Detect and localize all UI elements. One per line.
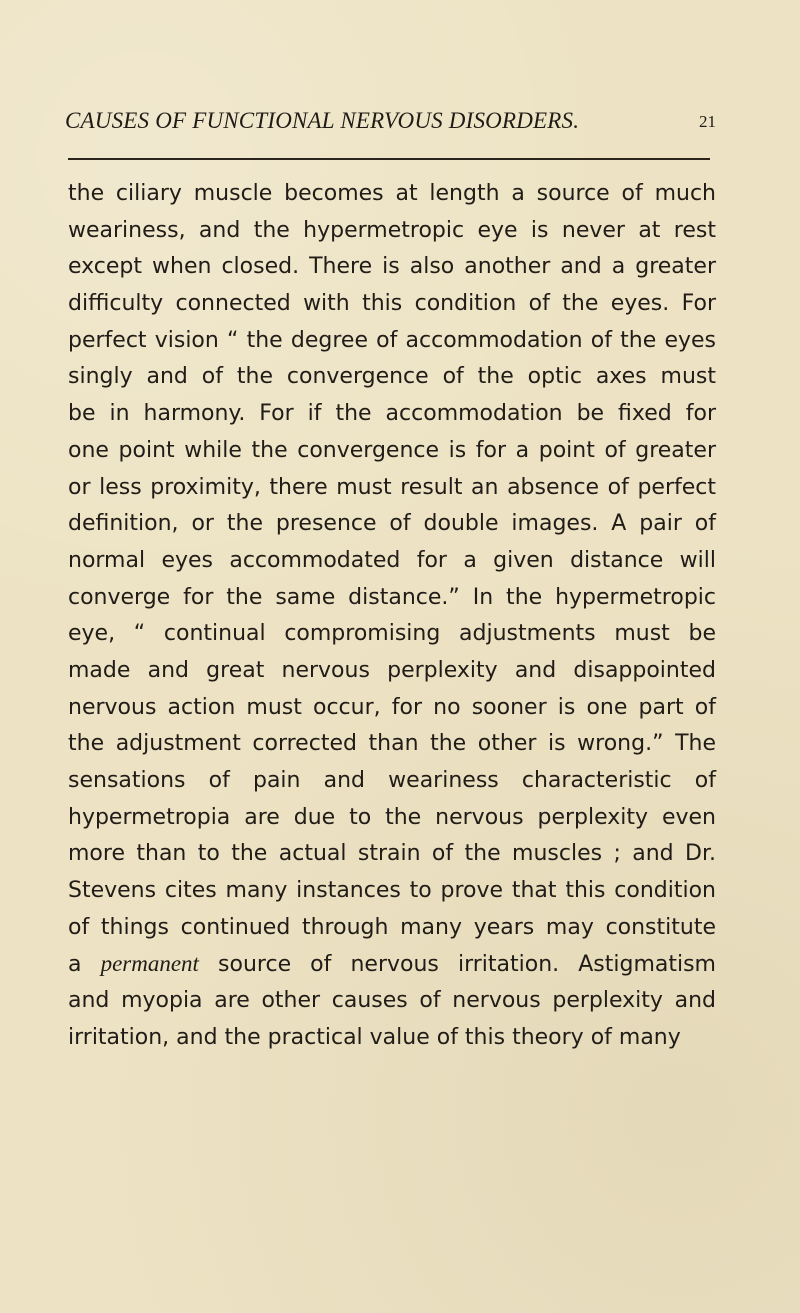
text-line: and myopia are other causes of nervous perplexity and [68, 988, 716, 1014]
line-suffix: source of nervous irritation. Astigmatism [198, 952, 716, 978]
text-line: eye, “ continual compromising adjustments must be [68, 621, 716, 647]
text-line: nervous action must occur, for no sooner is one part of [68, 694, 716, 720]
italic-emphasis: permanent [100, 951, 199, 977]
text-line: the ciliary muscle becomes at length a source of much [68, 181, 716, 206]
text-line: perfect vision “ the degree of accommodation of the eyes [68, 327, 716, 353]
text-line: difficulty connected with this condition of the eyes. For [68, 291, 716, 317]
chapter-title: CAUSES OF FUNCTIONAL NERVOUS DISORDERS. [65, 108, 580, 133]
text-line: normal eyes accommodated for a given distance will [68, 547, 716, 573]
text-line: hypermetropia are due to the nervous perplexity even [68, 804, 716, 830]
page-number: 21 [699, 112, 716, 131]
text-line: except when closed. There is also another and a greater [68, 254, 716, 280]
text-line-with-emphasis [68, 946, 716, 983]
text-line: weariness, and the hypermetropic eye is never at rest [68, 217, 716, 243]
text-line: converge for the same distance.” In the hypermetropic [68, 584, 716, 610]
text-line: of things continued through many years may constitute [68, 914, 716, 940]
text-line: singly and of the convergence of the optic axes must [68, 364, 716, 390]
line-prefix: a [68, 952, 101, 978]
body-text [68, 176, 716, 1057]
text-line: one point while the convergence is for a point of greater [68, 437, 716, 463]
text-line: Stevens cites many instances to prove that this condition [68, 878, 716, 904]
text-line: more than to the actual strain of the muscles ; and Dr. [68, 841, 716, 867]
text-line: the adjustment corrected than the other is wrong.” The [68, 731, 716, 757]
text-line: or less proximity, there must result an absence of perfect [68, 474, 716, 500]
text-line: definition, or the presence of double images. A pair of [68, 511, 716, 537]
text-line: be in harmony. For if the accommodation be fixed for [68, 401, 716, 427]
header-rule [68, 158, 710, 160]
text-line: irritation, and the practical value of this theory of many [68, 1024, 681, 1050]
text-line: sensations of pain and weariness characteristic of [68, 768, 716, 793]
running-head [65, 108, 715, 142]
text-line: made and great nervous perplexity and disappointed [68, 657, 716, 683]
